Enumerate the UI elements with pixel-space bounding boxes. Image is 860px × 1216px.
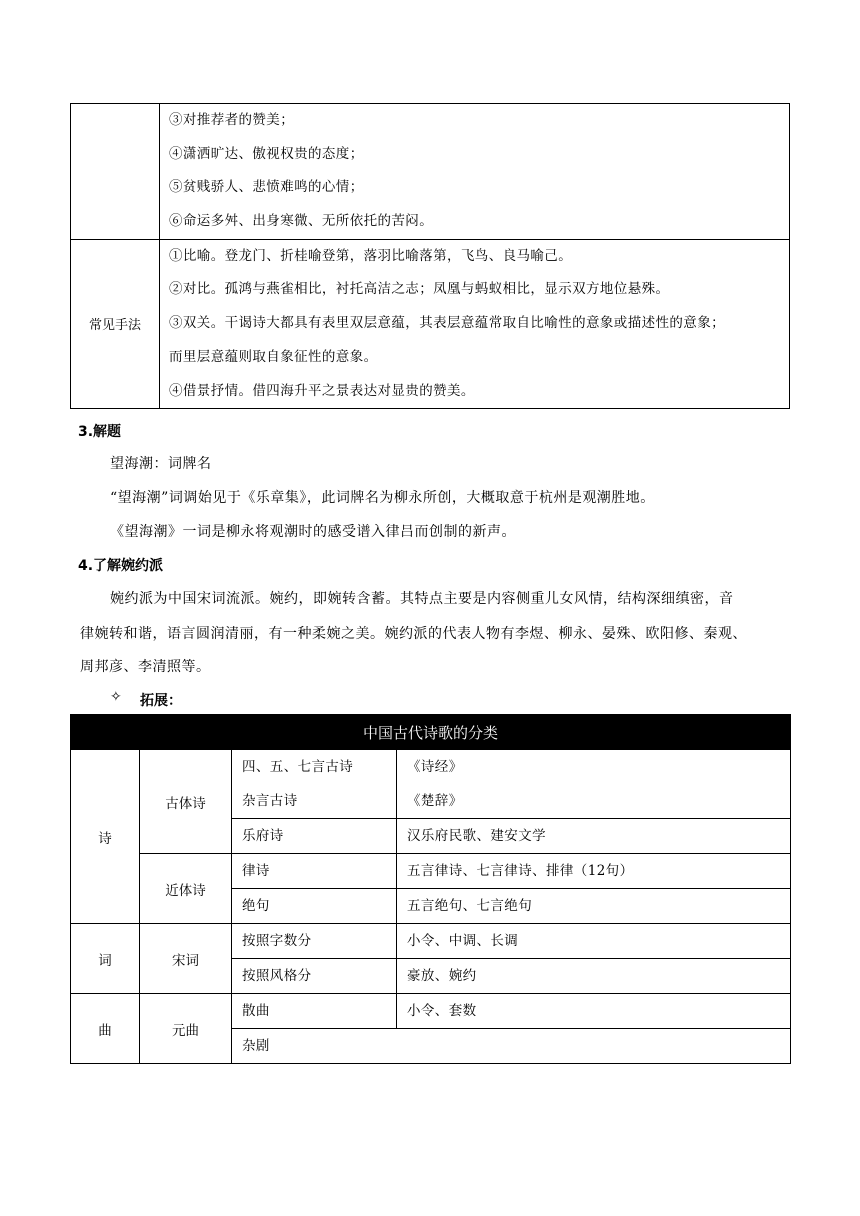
subcategory-cell: 元曲 xyxy=(140,994,232,1064)
type-label: 绝句 xyxy=(242,898,270,914)
example-label: 小令、中调、长调 xyxy=(397,924,790,959)
example-label: 五言律诗、七言律诗、排律（12句） xyxy=(397,854,790,889)
type-cell xyxy=(232,819,397,854)
type-cell xyxy=(232,854,397,924)
subcategory-cell: 古体诗 xyxy=(140,750,232,854)
list-item: 而里层意蕴则取自象征性的意象。 xyxy=(169,348,378,365)
list-item: ④借景抒情。借四海升平之景表达对显贵的赞美。 xyxy=(169,382,475,399)
list-item: ①比喻。登龙门、折桂喻登第，落羽比喻落第，飞鸟、良马喻己。 xyxy=(169,247,573,264)
type-label: 四、五、七言古诗 xyxy=(242,759,354,775)
list-item: ④潇洒旷达、傲视权贵的态度； xyxy=(169,145,364,162)
paragraph-line: 周邦彦、李清照等。 xyxy=(80,659,211,675)
paragraph: 《望海潮》一词是柳永将观潮时的感受谱入律吕而创制的新声。 xyxy=(110,524,516,540)
table-title: 中国古代诗歌的分类 xyxy=(71,715,791,750)
type-label: 散曲 xyxy=(242,1003,270,1019)
list-item: ②对比。孤鸿与燕雀相比，衬托高洁之志；凤凰与蚂蚁相比，显示双方地位悬殊。 xyxy=(169,281,670,298)
paragraph: 望海潮：词牌名 xyxy=(110,456,212,472)
example-cell xyxy=(397,924,791,994)
example-cell xyxy=(397,819,791,854)
row-content xyxy=(160,104,790,240)
type-cell xyxy=(232,750,397,819)
category-cell: 曲 xyxy=(71,994,140,1064)
category-cell: 诗 xyxy=(71,750,140,924)
techniques-table xyxy=(70,103,790,409)
list-item: ⑤贫贱骄人、悲愤难鸣的心情； xyxy=(169,179,364,196)
section-heading: 4.了解婉约派 xyxy=(78,558,164,574)
table-header xyxy=(71,715,791,750)
row-label: 常见手法 xyxy=(71,239,160,408)
type-label: 按照字数分 xyxy=(232,924,396,959)
table-row xyxy=(71,924,791,994)
row-content xyxy=(160,239,790,408)
example-label: 《楚辞》 xyxy=(407,793,463,809)
type-cell xyxy=(232,1029,791,1064)
paragraph: “望海潮”词调始见于《乐章集》，此词牌名为柳永所创，大概取意于杭州是观潮胜地。 xyxy=(110,490,655,506)
type-cell xyxy=(232,924,397,994)
category-cell: 词 xyxy=(71,924,140,994)
poetry-classification-table xyxy=(70,714,791,1064)
example-label: 小令、套数 xyxy=(407,1003,477,1019)
type-label: 乐府诗 xyxy=(242,828,284,844)
paragraph-line: 婉约派为中国宋词流派。婉约，即婉转含蓄。其特点主要是内容侧重儿女风情，结构深细缜密，音 xyxy=(110,591,734,607)
example-label: 豪放、婉约 xyxy=(407,968,477,984)
type-label: 杂言古诗 xyxy=(242,793,298,809)
type-cell xyxy=(232,994,397,1029)
row-label xyxy=(71,104,160,240)
sparkle-icon: ✧ xyxy=(110,689,122,705)
paragraph-line: 律婉转和谐，语言圆润清丽，有一种柔婉之美。婉约派的代表人物有李煜、柳永、晏殊、欧阳修、秦观、 xyxy=(80,626,747,642)
section-heading: 3.解题 xyxy=(78,424,122,440)
type-label: 律诗 xyxy=(232,854,396,889)
table-row xyxy=(71,994,791,1029)
expand-label: 拓展： xyxy=(140,693,182,709)
type-label: 按照风格分 xyxy=(242,968,312,984)
subcategory-cell: 近体诗 xyxy=(140,854,232,924)
example-label: 五言绝句、七言绝句 xyxy=(407,898,533,914)
example-label: 汉乐府民歌、建安文学 xyxy=(407,828,546,844)
example-label: 《诗经》 xyxy=(407,759,463,775)
table-row xyxy=(71,854,791,924)
table-row xyxy=(71,750,791,819)
type-label: 杂剧 xyxy=(242,1038,270,1054)
list-item: ⑥命运多舛、出身寒微、无所依托的苦闷。 xyxy=(169,213,434,230)
list-item: ③对推荐者的赞美； xyxy=(169,112,295,128)
example-cell xyxy=(397,994,791,1029)
list-item: ③双关。干谒诗大都具有表里双层意蕴，其表层意蕴常取自比喻性的意象或描述性的意象； xyxy=(169,315,725,332)
table-row xyxy=(71,104,790,240)
example-cell xyxy=(397,854,791,924)
table-row xyxy=(71,239,790,408)
example-cell xyxy=(397,750,791,819)
subcategory-cell: 宋词 xyxy=(140,924,232,994)
